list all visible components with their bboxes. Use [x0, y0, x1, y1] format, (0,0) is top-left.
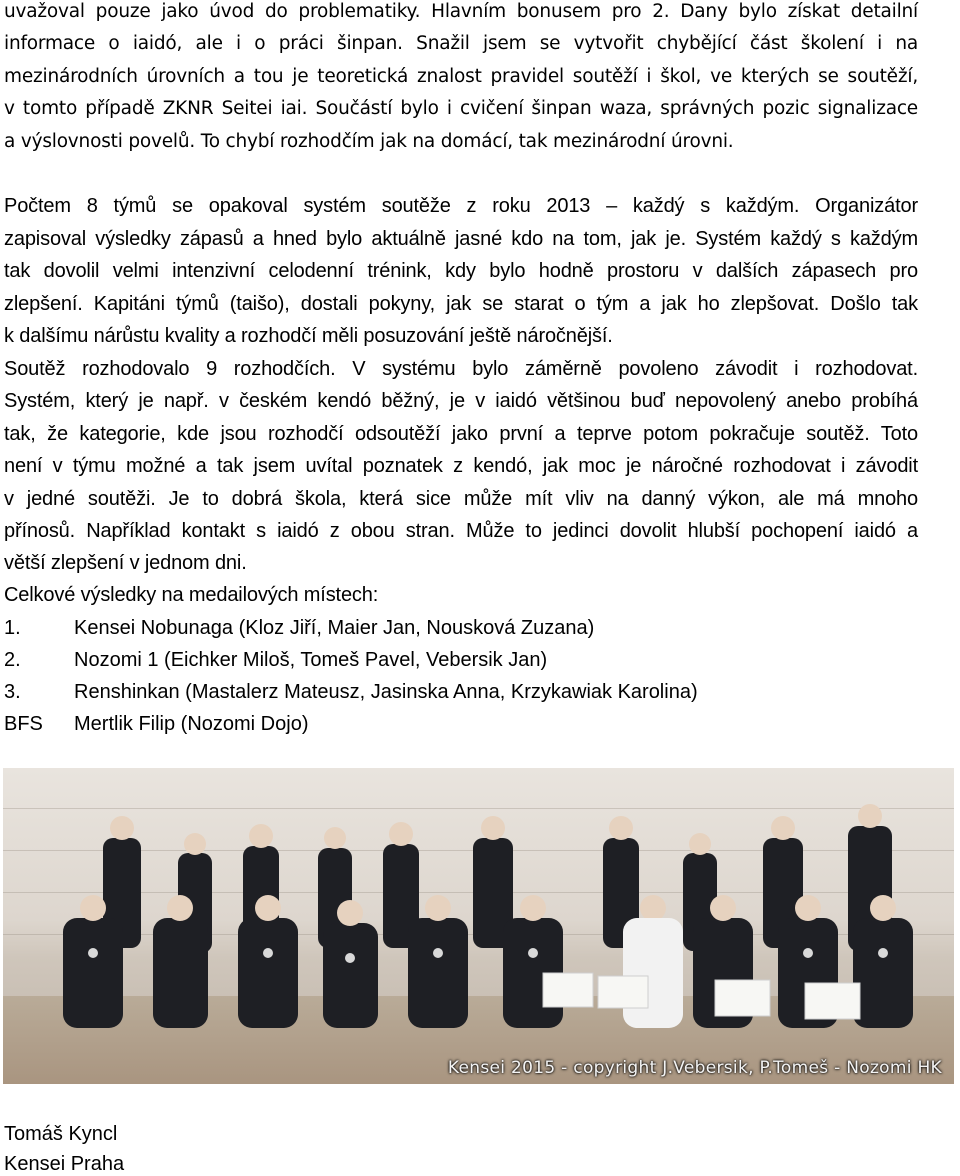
- paragraph-line: přínosů. Například kontakt s iaidó z obou stran. Může to jedinci dovolit hlubší pochopení iaidó a: [4, 520, 918, 542]
- result-team: Renshinkan (Mastalerz Mateusz, Jasinska Anna, Krzykawiak Karolina): [74, 681, 698, 703]
- paragraph-line: a výslovnosti povelů. To chybí rozhodčím jak na domácí, tak mezinárodní úrovni.: [4, 131, 734, 152]
- result-team: Mertlik Filip (Nozomi Dojo): [74, 713, 309, 735]
- paragraph-line: v tomto případě ZKNR Seitei iai. Součástí bylo i cvičení šinpan waza, správných pozic signalizace: [4, 98, 918, 119]
- result-team: Kensei Nobunaga (Kloz Jiří, Maier Jan, Nousková Zuzana): [74, 617, 595, 639]
- paragraph-line: mezinárodních úrovních a tou je teoretická znalost pravidel soutěží i škol, ve kterých se soutěží,: [4, 66, 918, 87]
- result-place: 3.: [4, 681, 21, 703]
- paragraph-line: k dalšímu nárůstu kvality a rozhodčí měli posuzování ještě náročnější.: [4, 325, 613, 347]
- paragraph-line: větší zlepšení v jednom dni.: [4, 552, 247, 574]
- paragraph-line: informace o iaidó, ale i o práci šinpan. Snažil jsem se vytvořit chybějící část školení i na: [4, 33, 918, 54]
- paragraph-line: v jedné soutěži. Je to dobrá škola, která sice může mít vliv na danný výkon, ale má mnoho: [4, 488, 918, 510]
- result-team: Nozomi 1 (Eichker Miloš, Tomeš Pavel, Vebersik Jan): [74, 649, 548, 671]
- photo-people: [3, 768, 954, 1084]
- paragraph-line: zlepšení. Kapitáni týmů (taišo), dostali pokyny, jak se starat o tým a jak ho zlepšovat. Došlo tak: [4, 293, 918, 315]
- paragraph-line: zapisoval výsledky zápasů a hned bylo aktuálně jasné kdo na tom, jak je. Systém každý s každým: [4, 228, 918, 250]
- paragraph-line: Systém, který je např. v českém kendó běžný, je v iaidó většinou buď nepovolený anebo probíhá: [4, 390, 918, 412]
- paragraph-line: uvažoval pouze jako úvod do problematiky. Hlavním bonusem pro 2. Dany bylo získat detailní: [4, 1, 918, 22]
- results-heading: Celkové výsledky na medailových místech:: [4, 584, 379, 606]
- result-place: 2.: [4, 649, 21, 671]
- group-photo: [3, 768, 954, 1084]
- photo-caption: Kensei 2015 - copyright J.Vebersik, P.Tomeš - Nozomi HK: [447, 1058, 942, 1078]
- paragraph-line: tak dovolil velmi intenzivní celodenní trénink, kdy bylo hodně prostoru v dalších zápasech pro: [4, 260, 918, 282]
- paragraph-line: tak, že kategorie, kde jsou rozhodčí odsoutěží jako první a teprve potom pokračuje soutěž. Toto: [4, 423, 918, 445]
- result-place: BFS: [4, 713, 43, 735]
- paragraph-line: Počtem 8 týmů se opakoval systém soutěže z roku 2013 – každý s každým. Organizátor: [4, 195, 918, 217]
- author-name: Tomáš Kyncl: [4, 1123, 118, 1145]
- result-place: 1.: [4, 617, 21, 639]
- author-organization: Kensei Praha: [4, 1153, 125, 1175]
- paragraph-line: Soutěž rozhodovalo 9 rozhodčích. V systému bylo záměrně povoleno závodit i rozhodovat.: [4, 358, 918, 380]
- paragraph-line: není v týmu možné a tak jsem uvítal poznatek z kendó, jak moc je náročné rozhodovat i závodit: [4, 455, 918, 477]
